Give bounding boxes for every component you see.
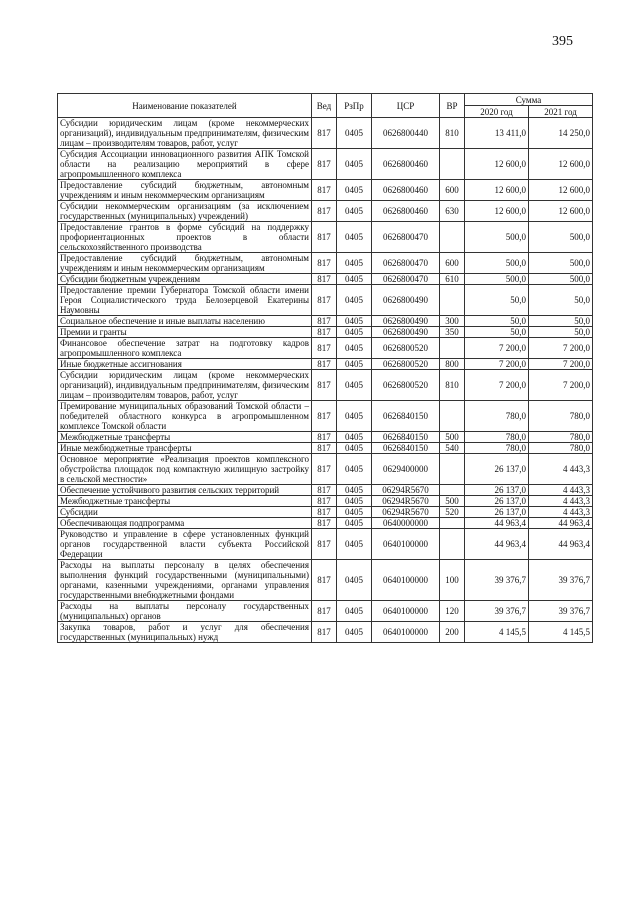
- row-2021-cell: 12 600,0: [529, 201, 593, 222]
- row-2021-cell: 4 145,5: [529, 622, 593, 643]
- row-2021-cell: 780,0: [529, 432, 593, 443]
- row-rzpr-cell: 0405: [337, 274, 372, 285]
- row-2020-cell: 12 600,0: [465, 149, 529, 180]
- header-vr: ВР: [440, 94, 465, 118]
- row-csr-cell: 0626840150: [372, 432, 440, 443]
- row-vr-cell: [440, 529, 465, 560]
- table-row: [58, 454, 593, 485]
- header-2021: 2021 год: [529, 106, 593, 118]
- row-csr-cell: 0640100000: [372, 622, 440, 643]
- row-name-cell: Субсидии юридическим лицам (кроме некоммерческих организаций), индивидуальным предпринимателям, физическим лицам – производителям товаров, работ, услуг: [58, 118, 312, 149]
- row-rzpr-cell: 0405: [337, 338, 372, 359]
- row-csr-cell: 0626800470: [372, 222, 440, 253]
- row-vr-cell: 350: [440, 327, 465, 338]
- row-vr-cell: 300: [440, 316, 465, 327]
- row-vr-cell: [440, 338, 465, 359]
- row-csr-cell: 0626800460: [372, 180, 440, 201]
- row-name-cell: Обеспечивающая подпрограмма: [58, 518, 312, 529]
- row-rzpr-cell: 0405: [337, 285, 372, 316]
- row-rzpr-cell: 0405: [337, 118, 372, 149]
- row-rzpr-cell: 0405: [337, 518, 372, 529]
- row-rzpr-cell: 0405: [337, 529, 372, 560]
- header-ved: Вед: [312, 94, 337, 118]
- row-2020-cell: 39 376,7: [465, 560, 529, 601]
- table-row: [58, 432, 593, 443]
- row-vr-cell: 500: [440, 432, 465, 443]
- row-2020-cell: 780,0: [465, 401, 529, 432]
- row-name-cell: Основное мероприятие «Реализация проектов комплексного обустройства площадок под компактную жилищную застройку в сельской местности»: [58, 454, 312, 485]
- table-row: [58, 338, 593, 359]
- header-2020: 2020 год: [465, 106, 529, 118]
- row-csr-cell: 06294R5670: [372, 485, 440, 496]
- row-2020-cell: 26 137,0: [465, 454, 529, 485]
- row-vr-cell: 600: [440, 253, 465, 274]
- row-csr-cell: 0640000000: [372, 518, 440, 529]
- row-2021-cell: 50,0: [529, 285, 593, 316]
- row-name-cell: Межбюджетные трансферты: [58, 432, 312, 443]
- row-name-cell: Обеспечение устойчивого развития сельских территорий: [58, 485, 312, 496]
- row-rzpr-cell: 0405: [337, 253, 372, 274]
- row-ved-cell: 817: [312, 222, 337, 253]
- row-csr-cell: 0626800470: [372, 274, 440, 285]
- table-row: [58, 180, 593, 201]
- row-vr-cell: [440, 485, 465, 496]
- row-ved-cell: 817: [312, 338, 337, 359]
- row-2021-cell: 39 376,7: [529, 601, 593, 622]
- table-row: [58, 359, 593, 370]
- row-rzpr-cell: 0405: [337, 454, 372, 485]
- row-vr-cell: 610: [440, 274, 465, 285]
- row-name-cell: Предоставление премии Губернатора Томской области имени Героя Социалистического труда Белозерцевой Екатерины Наумовны: [58, 285, 312, 316]
- row-2021-cell: 44 963,4: [529, 529, 593, 560]
- row-2021-cell: 500,0: [529, 274, 593, 285]
- table-row: [58, 118, 593, 149]
- page-number: 395: [552, 34, 573, 49]
- row-ved-cell: 817: [312, 274, 337, 285]
- header-csr: ЦСР: [372, 94, 440, 118]
- row-name-cell: Субсидии: [58, 507, 312, 518]
- row-2020-cell: 780,0: [465, 443, 529, 454]
- row-ved-cell: 817: [312, 496, 337, 507]
- row-rzpr-cell: 0405: [337, 222, 372, 253]
- row-2021-cell: 12 600,0: [529, 149, 593, 180]
- row-ved-cell: 817: [312, 370, 337, 401]
- row-2020-cell: 26 137,0: [465, 485, 529, 496]
- row-name-cell: Финансовое обеспечение затрат на подготовку кадров агропромышленного комплекса: [58, 338, 312, 359]
- row-rzpr-cell: 0405: [337, 327, 372, 338]
- row-vr-cell: 100: [440, 560, 465, 601]
- row-2021-cell: 4 443,3: [529, 454, 593, 485]
- row-2020-cell: 50,0: [465, 316, 529, 327]
- row-2021-cell: 4 443,3: [529, 507, 593, 518]
- row-ved-cell: 817: [312, 454, 337, 485]
- row-rzpr-cell: 0405: [337, 370, 372, 401]
- row-name-cell: Предоставление грантов в форме субсидий на поддержку профориентационных проектов в области сельскохозяйственного производства: [58, 222, 312, 253]
- row-ved-cell: 817: [312, 285, 337, 316]
- table-row: [58, 401, 593, 432]
- row-vr-cell: [440, 285, 465, 316]
- row-2020-cell: 7 200,0: [465, 338, 529, 359]
- row-rzpr-cell: 0405: [337, 560, 372, 601]
- table-row: [58, 485, 593, 496]
- row-2020-cell: 500,0: [465, 274, 529, 285]
- row-csr-cell: 0640100000: [372, 529, 440, 560]
- row-2020-cell: 7 200,0: [465, 370, 529, 401]
- table-row: [58, 316, 593, 327]
- row-ved-cell: 817: [312, 149, 337, 180]
- row-vr-cell: 800: [440, 359, 465, 370]
- row-ved-cell: 817: [312, 401, 337, 432]
- row-2021-cell: 500,0: [529, 253, 593, 274]
- row-vr-cell: 520: [440, 507, 465, 518]
- table-row: [58, 222, 593, 253]
- row-2021-cell: 50,0: [529, 327, 593, 338]
- row-ved-cell: 817: [312, 485, 337, 496]
- row-rzpr-cell: 0405: [337, 622, 372, 643]
- row-csr-cell: 0626800470: [372, 253, 440, 274]
- row-2021-cell: 4 443,3: [529, 496, 593, 507]
- row-csr-cell: 0626840150: [372, 401, 440, 432]
- row-2021-cell: 39 376,7: [529, 560, 593, 601]
- row-ved-cell: 817: [312, 201, 337, 222]
- row-ved-cell: 817: [312, 518, 337, 529]
- row-name-cell: Руководство и управление в сфере установленных функций органов государственной власти субъекта Российской Федерации: [58, 529, 312, 560]
- row-2021-cell: 12 600,0: [529, 180, 593, 201]
- row-2020-cell: 39 376,7: [465, 601, 529, 622]
- table-row: [58, 370, 593, 401]
- row-vr-cell: [440, 401, 465, 432]
- table-row: [58, 496, 593, 507]
- row-vr-cell: 810: [440, 118, 465, 149]
- row-csr-cell: 0626800490: [372, 316, 440, 327]
- row-rzpr-cell: 0405: [337, 359, 372, 370]
- table-row: [58, 327, 593, 338]
- row-2020-cell: 26 137,0: [465, 507, 529, 518]
- row-name-cell: Премирование муниципальных образований Томской области – победителей областного конкурса в агропромышленном комплексе Томской области: [58, 401, 312, 432]
- row-name-cell: Иные межбюджетные трансферты: [58, 443, 312, 454]
- row-rzpr-cell: 0405: [337, 432, 372, 443]
- row-name-cell: Предоставление субсидий бюджетным, автономным учреждениям и иным некоммерческим организациям: [58, 180, 312, 201]
- row-ved-cell: 817: [312, 327, 337, 338]
- row-rzpr-cell: 0405: [337, 316, 372, 327]
- row-ved-cell: 817: [312, 622, 337, 643]
- row-vr-cell: 200: [440, 622, 465, 643]
- row-rzpr-cell: 0405: [337, 496, 372, 507]
- row-csr-cell: 06294R5670: [372, 496, 440, 507]
- row-2021-cell: 780,0: [529, 401, 593, 432]
- row-vr-cell: [440, 149, 465, 180]
- row-rzpr-cell: 0405: [337, 401, 372, 432]
- row-vr-cell: 120: [440, 601, 465, 622]
- budget-table: [57, 93, 593, 643]
- row-vr-cell: [440, 518, 465, 529]
- row-2021-cell: 44 963,4: [529, 518, 593, 529]
- row-2021-cell: 500,0: [529, 222, 593, 253]
- row-2021-cell: 7 200,0: [529, 359, 593, 370]
- row-2021-cell: 4 443,3: [529, 485, 593, 496]
- header-rzpr: РзПр: [337, 94, 372, 118]
- row-name-cell: Расходы на выплаты персоналу государственных (муниципальных) органов: [58, 601, 312, 622]
- row-2020-cell: 500,0: [465, 253, 529, 274]
- row-ved-cell: 817: [312, 560, 337, 601]
- row-vr-cell: 500: [440, 496, 465, 507]
- row-name-cell: Иные бюджетные ассигнования: [58, 359, 312, 370]
- row-name-cell: Субсидии юридическим лицам (кроме некоммерческих организаций), индивидуальным предпринимателям, физическим лицам – производителям товаров, работ, услуг: [58, 370, 312, 401]
- table-row: [58, 529, 593, 560]
- row-vr-cell: 810: [440, 370, 465, 401]
- table-row: [58, 201, 593, 222]
- row-csr-cell: 0626800490: [372, 285, 440, 316]
- row-2020-cell: 26 137,0: [465, 496, 529, 507]
- table-row: [58, 601, 593, 622]
- row-name-cell: Субсидии некоммерческим организациям (за исключением государственных (муниципальных) учреждений): [58, 201, 312, 222]
- row-csr-cell: 0626840150: [372, 443, 440, 454]
- table-row: [58, 253, 593, 274]
- row-name-cell: Межбюджетные трансферты: [58, 496, 312, 507]
- row-csr-cell: 06294R5670: [372, 507, 440, 518]
- row-ved-cell: 817: [312, 529, 337, 560]
- row-name-cell: Премии и гранты: [58, 327, 312, 338]
- table-row: [58, 149, 593, 180]
- row-rzpr-cell: 0405: [337, 485, 372, 496]
- row-rzpr-cell: 0405: [337, 443, 372, 454]
- header-sum: Сумма: [465, 94, 593, 106]
- row-ved-cell: 817: [312, 359, 337, 370]
- row-rzpr-cell: 0405: [337, 149, 372, 180]
- row-2020-cell: 12 600,0: [465, 180, 529, 201]
- row-ved-cell: 817: [312, 253, 337, 274]
- row-ved-cell: 817: [312, 180, 337, 201]
- row-csr-cell: 0626800520: [372, 338, 440, 359]
- table-row: [58, 443, 593, 454]
- row-2020-cell: 7 200,0: [465, 359, 529, 370]
- row-rzpr-cell: 0405: [337, 601, 372, 622]
- row-2020-cell: 12 600,0: [465, 201, 529, 222]
- row-ved-cell: 817: [312, 601, 337, 622]
- row-2020-cell: 44 963,4: [465, 529, 529, 560]
- row-name-cell: Субсидии бюджетным учреждениям: [58, 274, 312, 285]
- row-ved-cell: 817: [312, 118, 337, 149]
- row-2020-cell: 780,0: [465, 432, 529, 443]
- row-name-cell: Закупка товаров, работ и услуг для обеспечения государственных (муниципальных) нужд: [58, 622, 312, 643]
- header-name: Наименование показателей: [58, 94, 312, 118]
- row-name-cell: Расходы на выплаты персоналу в целях обеспечения выполнения функций государственными (муниципальными) органами, казенными учреждениями, органами управления государственными внебюджетными фондами: [58, 560, 312, 601]
- row-2020-cell: 500,0: [465, 222, 529, 253]
- row-ved-cell: 817: [312, 432, 337, 443]
- row-rzpr-cell: 0405: [337, 201, 372, 222]
- row-2021-cell: 7 200,0: [529, 338, 593, 359]
- row-2020-cell: 13 411,0: [465, 118, 529, 149]
- table-row: [58, 507, 593, 518]
- row-csr-cell: 0626800460: [372, 149, 440, 180]
- row-ved-cell: 817: [312, 443, 337, 454]
- row-ved-cell: 817: [312, 507, 337, 518]
- row-ved-cell: 817: [312, 316, 337, 327]
- row-name-cell: Субсидия Ассоциации инновационного развития АПК Томской области на реализацию мероприятий в сфере агропромышленного комплекса: [58, 149, 312, 180]
- row-vr-cell: 540: [440, 443, 465, 454]
- row-rzpr-cell: 0405: [337, 180, 372, 201]
- table-row: [58, 274, 593, 285]
- row-csr-cell: 0626800460: [372, 201, 440, 222]
- row-2020-cell: 44 963,4: [465, 518, 529, 529]
- row-csr-cell: 0626800520: [372, 359, 440, 370]
- row-2020-cell: 4 145,5: [465, 622, 529, 643]
- row-vr-cell: 600: [440, 180, 465, 201]
- row-csr-cell: 0626800490: [372, 327, 440, 338]
- row-vr-cell: [440, 454, 465, 485]
- row-2021-cell: 780,0: [529, 443, 593, 454]
- row-rzpr-cell: 0405: [337, 507, 372, 518]
- table-row: [58, 518, 593, 529]
- table-row: [58, 560, 593, 601]
- row-csr-cell: 0626800440: [372, 118, 440, 149]
- row-2020-cell: 50,0: [465, 285, 529, 316]
- table-row: [58, 622, 593, 643]
- row-2021-cell: 14 250,0: [529, 118, 593, 149]
- table-row: [58, 285, 593, 316]
- row-csr-cell: 0640100000: [372, 601, 440, 622]
- row-name-cell: Социальное обеспечение и иные выплаты населению: [58, 316, 312, 327]
- row-vr-cell: 630: [440, 201, 465, 222]
- row-csr-cell: 0640100000: [372, 560, 440, 601]
- row-vr-cell: [440, 222, 465, 253]
- row-2021-cell: 7 200,0: [529, 370, 593, 401]
- row-csr-cell: 0626800520: [372, 370, 440, 401]
- row-2021-cell: 50,0: [529, 316, 593, 327]
- row-csr-cell: 0629400000: [372, 454, 440, 485]
- row-2020-cell: 50,0: [465, 327, 529, 338]
- row-name-cell: Предоставление субсидий бюджетным, автономным учреждениям и иным некоммерческим организациям: [58, 253, 312, 274]
